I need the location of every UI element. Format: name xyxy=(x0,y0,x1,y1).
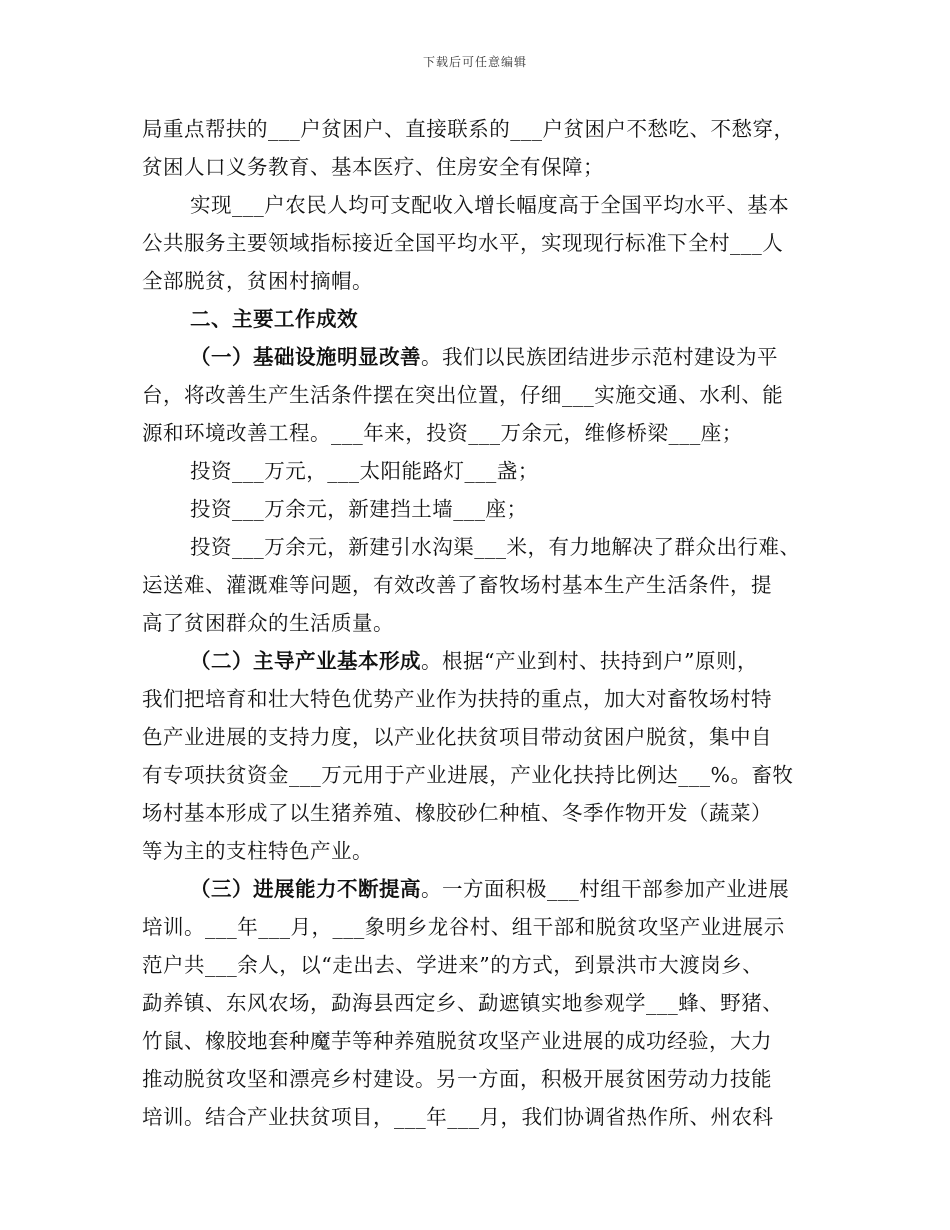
paragraph-line: 培训。___年___月，___象明乡龙谷村、组干部和脱贫攻坚产业进展示 xyxy=(142,915,785,939)
paragraph-line: 投资___万余元，新建挡土墙___座； xyxy=(190,497,528,521)
subsection-title: （二）主导产业基本形成 xyxy=(190,649,421,673)
paragraph-line: 场村基本形成了以生猪养殖、橡胶砂仁种植、冬季作物开发（蔬菜） xyxy=(142,801,772,825)
paragraph-line: 推动脱贫攻坚和漂亮乡村建设。另一方面，积极开展贫困劳动力技能 xyxy=(142,1067,772,1091)
paragraph-line: 实现___户农民人均可支配收入增长幅度高于全国平均水平、基本 xyxy=(190,193,790,217)
paragraph-line: 色产业进展的支持力度，以产业化扶贫项目带动贫困户脱贫，集中自 xyxy=(142,725,772,749)
paragraph-line: 台，将改善生产生活条件摆在突出位置，仔细___实施交通、水利、能 xyxy=(142,383,784,407)
paragraph-line: 源和环境改善工程。___年来，投资___万余元，维修桥梁___座； xyxy=(142,421,743,445)
paragraph-line: 全部脱贫，贫困村摘帽。 xyxy=(142,269,373,293)
paragraph-line: 高了贫困群众的生活质量。 xyxy=(142,611,394,635)
paragraph-text: 。我们以民族团结进步示范村建设为平 xyxy=(421,345,778,369)
paragraph-line: 我们把培育和壮大特色优势产业作为扶持的重点，加大对畜牧场村特 xyxy=(142,687,772,711)
section-heading: 二、主要工作成效 xyxy=(190,307,358,331)
paragraph-line: 投资___万余元，新建引水沟渠___米，有力地解决了群众出行难、 xyxy=(190,535,801,559)
paragraph-line: 局重点帮扶的___户贫困户、直接联系的___户贫困户不愁吃、不愁穿， xyxy=(142,117,795,141)
page-header: 下载后可任意编辑 xyxy=(422,55,527,69)
paragraph-line: 贫困人口义务教育、基本医疗、住房安全有保障； xyxy=(142,155,604,179)
paragraph-text: 。一方面积极___村组干部参加产业进展 xyxy=(421,877,790,901)
subsection-title: （一）基础设施明显改善 xyxy=(190,345,421,369)
paragraph-line xyxy=(142,870,832,908)
paragraph-line: 勐养镇、东风农场，勐海县西定乡、勐遮镇实地参观学___蜂、野猪、 xyxy=(142,991,784,1015)
paragraph-line xyxy=(142,642,832,680)
paragraph-line: 等为主的支柱特色产业。 xyxy=(142,839,373,863)
paragraph-line: 范户共___余人，以“走出去、学进来”的方式，到景洪市大渡岗乡、 xyxy=(142,953,764,977)
paragraph-line: 投资___万元，___太阳能路灯___盏； xyxy=(190,459,539,483)
document-body xyxy=(142,110,832,1136)
paragraph-text: 。根据“产业到村、扶持到户”原则， xyxy=(421,649,758,673)
paragraph-line: 公共服务主要领域指标接近全国平均水平，实现现行标准下全村___人 xyxy=(142,231,784,255)
paragraph-line: 有专项扶贫资金___万元用于产业进展，产业化扶持比例达___%。畜牧 xyxy=(142,763,794,787)
paragraph-line: 培训。结合产业扶贫项目，___年___月，我们协调省热作所、州农科 xyxy=(142,1105,774,1129)
subsection-title: （三）进展能力不断提高 xyxy=(190,877,421,901)
paragraph-line: 竹鼠、橡胶地套种魔芋等种养殖脱贫攻坚产业进展的成功经验，大力 xyxy=(142,1029,772,1053)
paragraph-line: 运送难、灌溉难等问题，有效改善了畜牧场村基本生产生活条件，提 xyxy=(142,573,772,597)
paragraph-line xyxy=(142,338,832,376)
